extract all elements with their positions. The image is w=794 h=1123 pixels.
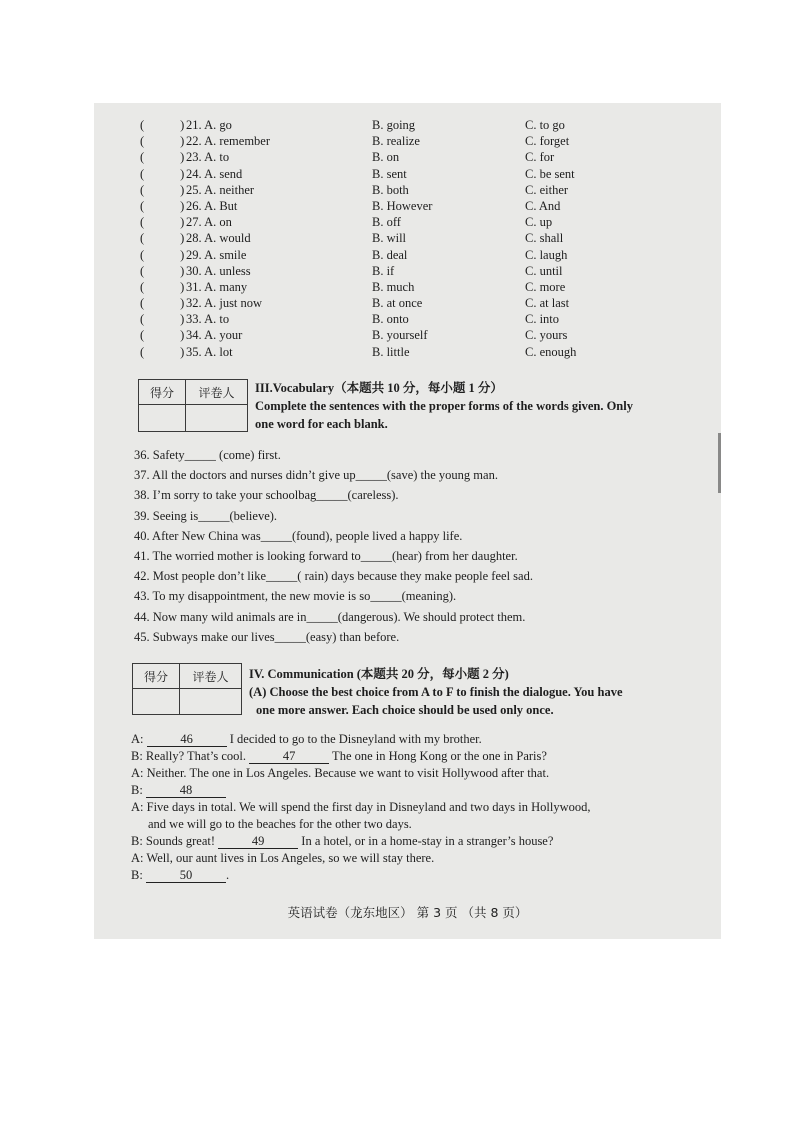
answer-bracket[interactable]: ( ): [140, 344, 185, 359]
dialogue-text-after: In a hotel, or in a home-stay in a stranger’s house?: [298, 834, 554, 848]
vocab-item: 36. Safety_____ (come) first.: [134, 448, 281, 462]
answer-bracket[interactable]: ( ): [140, 231, 185, 246]
option-c: C. be sent: [525, 166, 575, 181]
answer-bracket[interactable]: ( ): [140, 263, 185, 278]
dialogue-text: B: Sounds great!: [131, 834, 219, 848]
dialogue-text: B:: [131, 868, 146, 882]
option-b: B. realize: [372, 134, 420, 149]
option-c: C. either: [525, 182, 569, 197]
dialogue: [131, 731, 711, 884]
choice-row: [94, 166, 721, 182]
dialogue-line: [131, 833, 711, 850]
grader-label: 评卷人: [186, 380, 248, 405]
answer-bracket[interactable]: ( ): [140, 118, 185, 132]
option-a: 35. A. lot: [186, 344, 233, 359]
dialogue-text: and we will go to the beaches for the other two days.: [148, 817, 412, 831]
option-a: 29. A. smile: [186, 247, 247, 262]
option-b: B. However: [372, 198, 433, 213]
vocab-item: 45. Subways make our lives_____(easy) than before.: [134, 629, 400, 644]
dialogue-line: [131, 748, 711, 765]
answer-bracket[interactable]: ( ): [140, 215, 185, 230]
multiple-choice-list: [94, 117, 721, 360]
dialogue-text-after: .: [225, 868, 230, 882]
option-c: C. to go: [525, 118, 565, 132]
choice-row: [94, 214, 721, 230]
answer-blank[interactable]: 50: [146, 868, 226, 883]
section4-instruction-1: (A) Choose the best choice from A to F to finish the dialogue. You have: [249, 685, 623, 699]
option-a: 33. A. to: [186, 312, 230, 327]
grader-cell: [186, 405, 248, 432]
dialogue-text: B: Really? That’s cool.: [131, 749, 250, 763]
answer-bracket[interactable]: ( ): [140, 182, 185, 197]
answer-bracket[interactable]: ( ): [140, 296, 185, 311]
score-cell: [139, 405, 186, 432]
score-label: 得分: [139, 380, 186, 405]
section3-instruction-2: one word for each blank.: [255, 417, 388, 431]
option-a: 30. A. unless: [186, 263, 251, 278]
choice-row: [94, 263, 721, 279]
choice-row: [94, 247, 721, 263]
option-b: B. will: [372, 231, 407, 246]
option-c: C. into: [525, 312, 560, 327]
dialogue-text: A: Neither. The one in Los Angeles. Because we want to visit Hollywood after that.: [131, 766, 550, 780]
section4-title: IV. Communication (本题共 20 分，每小题 2 分): [249, 667, 509, 681]
option-a: 28. A. would: [186, 231, 251, 246]
section3-title: III.Vocabulary（本题共 10 分，每小题 1 分）: [255, 381, 503, 395]
choice-row: [94, 182, 721, 198]
answer-bracket[interactable]: ( ): [140, 328, 185, 343]
grader-cell: [180, 689, 242, 715]
vocab-item: 42. Most people don’t like_____( rain) days because they make people feel sad.: [134, 569, 533, 584]
option-a: 32. A. just now: [186, 296, 263, 311]
choice-row: [94, 149, 721, 165]
choice-row: [94, 117, 721, 133]
answer-blank[interactable]: 49: [218, 834, 298, 849]
option-a: 22. A. remember: [186, 134, 271, 149]
grader-label: 评卷人: [180, 664, 242, 689]
option-c: C. until: [525, 263, 563, 278]
choice-row: [94, 198, 721, 214]
option-b: B. sent: [372, 166, 407, 181]
answer-bracket[interactable]: ( ): [140, 198, 185, 213]
score-label: 得分: [133, 664, 180, 689]
exam-page: [94, 103, 721, 939]
option-b: B. off: [372, 215, 401, 230]
answer-bracket[interactable]: ( ): [140, 312, 185, 327]
dialogue-line: [131, 799, 711, 816]
dialogue-line: [131, 850, 711, 867]
answer-bracket[interactable]: ( ): [140, 134, 185, 149]
option-a: 23. A. to: [186, 150, 230, 165]
choice-row: [94, 327, 721, 343]
dialogue-text: B:: [131, 783, 146, 797]
option-a: 21. A. go: [186, 118, 232, 132]
option-b: B. going: [372, 118, 416, 132]
section3-instruction-1: Complete the sentences with the proper forms of the words given. Only: [255, 399, 633, 413]
dialogue-line: [131, 867, 711, 884]
choice-row: [94, 344, 721, 360]
answer-blank[interactable]: 47: [249, 749, 329, 764]
option-b: B. yourself: [372, 328, 428, 343]
choice-row: [94, 311, 721, 327]
choice-row: [94, 279, 721, 295]
dialogue-line: [131, 731, 711, 748]
option-a: 31. A. many: [186, 279, 248, 294]
option-b: B. on: [372, 150, 400, 165]
vocabulary-list: [134, 445, 704, 647]
option-a: 27. A. on: [186, 215, 232, 230]
option-b: B. deal: [372, 247, 408, 262]
option-b: B. little: [372, 344, 410, 359]
dialogue-text-after: I decided to go to the Disneyland with my brother.: [226, 732, 482, 746]
option-c: C. up: [525, 215, 553, 230]
choice-row: [94, 133, 721, 149]
option-b: B. at once: [372, 296, 423, 311]
vocab-item: 37. All the doctors and nurses didn’t give up_____(save) the young man.: [134, 468, 498, 483]
option-a: 24. A. send: [186, 166, 243, 181]
option-a: 26. A. But: [186, 198, 238, 213]
option-b: B. if: [372, 263, 395, 278]
vocab-item: 39. Seeing is_____(believe).: [134, 508, 278, 523]
dialogue-line: [131, 782, 711, 799]
score-box-section4: [132, 663, 242, 715]
section4-instruction-2: one more answer. Each choice should be used only once.: [256, 703, 554, 717]
option-b: B. much: [372, 279, 415, 294]
option-c: C. forget: [525, 134, 570, 149]
dialogue-text-after: The one in Hong Kong or the one in Paris?: [329, 749, 547, 763]
choice-row: [94, 295, 721, 311]
vocab-item: 38. I’m sorry to take your schoolbag_____(careless).: [134, 488, 399, 503]
page-footer: 英语试卷（龙东地区） 第 3 页 （共 8 页）: [287, 905, 528, 920]
answer-bracket[interactable]: ( ): [140, 166, 185, 181]
choice-row: [94, 230, 721, 246]
option-c: C. for: [525, 150, 555, 165]
vocab-item: 40. After New China was_____(found), people lived a happy life.: [134, 528, 463, 543]
answer-bracket[interactable]: ( ): [140, 150, 185, 165]
option-b: B. both: [372, 182, 409, 197]
answer-bracket[interactable]: ( ): [140, 247, 185, 262]
section3-header: [255, 379, 715, 433]
vocab-item: 44. Now many wild animals are in_____(dangerous). We should protect them.: [134, 609, 526, 624]
vocab-item: 43. To my disappointment, the new movie is so_____(meaning).: [134, 589, 457, 604]
option-a: 34. A. your: [186, 328, 243, 343]
section4-header: [249, 665, 719, 719]
score-cell: [133, 689, 180, 715]
option-c: C. yours: [525, 328, 568, 343]
option-c: C. more: [525, 279, 566, 294]
option-c: C. laugh: [525, 247, 568, 262]
option-a: 25. A. neither: [186, 182, 255, 197]
option-c: C. enough: [525, 344, 577, 359]
option-b: B. onto: [372, 312, 409, 327]
dialogue-text: A: Well, our aunt lives in Los Angeles, so we will stay there.: [131, 851, 435, 865]
score-box-section3: [138, 379, 248, 432]
option-c: C. at last: [525, 296, 570, 311]
answer-bracket[interactable]: ( ): [140, 279, 185, 294]
dialogue-line: [131, 816, 711, 833]
option-c: C. shall: [525, 231, 564, 246]
dialogue-text: A: Five days in total. We will spend the first day in Disneyland and two days in Hollywood,: [131, 800, 591, 814]
answer-blank[interactable]: 48: [146, 783, 226, 798]
dialogue-text: A:: [131, 732, 147, 746]
dialogue-line: [131, 765, 711, 782]
option-c: C. And: [525, 198, 561, 213]
vocab-item: 41. The worried mother is looking forward to_____(hear) from her daughter.: [134, 548, 518, 563]
answer-blank[interactable]: 46: [147, 732, 227, 747]
